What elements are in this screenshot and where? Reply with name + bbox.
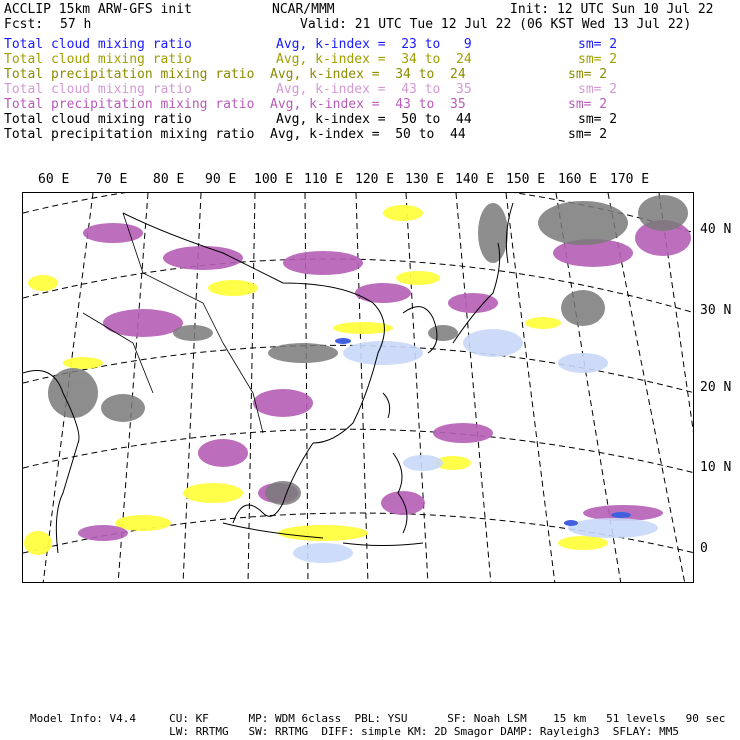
field-avg: Avg, k-index = 23 to 9	[276, 37, 472, 52]
field-sm: sm= 2	[568, 67, 608, 82]
field-avg: Avg, k-index = 50 to 44	[270, 127, 466, 142]
field-name: Total precipitation mixing ratio	[4, 97, 255, 112]
cloud-field-purple	[78, 220, 691, 541]
field-name: Total cloud mixing ratio	[4, 37, 192, 52]
org-label: NCAR/MMM	[272, 2, 335, 17]
field-avg: Avg, k-index = 43 to 35	[270, 97, 466, 112]
lon-label: 160 E	[558, 172, 598, 187]
field-name: Total cloud mixing ratio	[4, 52, 192, 67]
field-name: Total cloud mixing ratio	[4, 112, 192, 127]
field-avg: Avg, k-index = 43 to 35	[276, 82, 472, 97]
field-sm: sm= 2	[578, 82, 618, 97]
map-panel	[22, 192, 694, 583]
lon-label: 170 E	[610, 172, 650, 187]
field-sm: sm= 2	[568, 97, 608, 112]
lat-label: 0	[700, 541, 708, 556]
field-avg: Avg, k-index = 34 to 24	[276, 52, 472, 67]
forecast-map	[23, 193, 694, 583]
lon-label: 80 E	[153, 172, 185, 187]
lat-label: 40 N	[700, 222, 732, 237]
field-name: Total precipitation mixing ratio	[4, 127, 255, 142]
field-sm: sm= 2	[578, 52, 618, 67]
lon-label: 70 E	[96, 172, 128, 187]
field-name: Total precipitation mixing ratio	[4, 67, 255, 82]
lon-label: 60 E	[38, 172, 70, 187]
model-info-line1: Model Info: V4.4 CU: KF MP: WDM 6class PBL: YSU SF: Noah LSM 15 km 51 levels 90 sec	[30, 712, 726, 725]
field-sm: sm= 2	[578, 112, 618, 127]
field-avg: Avg, k-index = 50 to 44	[276, 112, 472, 127]
fcst-label: Fcst:	[4, 17, 44, 32]
model-title: ACCLIP 15km ARW-GFS init	[4, 2, 192, 17]
field-sm: sm= 2	[578, 37, 618, 52]
lon-label: 150 E	[506, 172, 546, 187]
model-info-line2: LW: RRTMG SW: RRTMG DIFF: simple KM: 2D Smagor DAMP: Rayleigh3 SFLAY: MM5	[30, 725, 680, 738]
lat-label: 10 N	[700, 460, 732, 475]
lon-label: 140 E	[455, 172, 495, 187]
lon-label: 130 E	[405, 172, 445, 187]
lon-label: 90 E	[205, 172, 237, 187]
lat-label: 30 N	[700, 303, 732, 318]
field-sm: sm= 2	[568, 127, 608, 142]
lon-label: 120 E	[355, 172, 395, 187]
valid-time: Valid: 21 UTC Tue 12 Jul 22 (06 KST Wed 13 Jul 22)	[300, 17, 692, 32]
lon-label: 110 E	[304, 172, 344, 187]
fcst-value: 57 h	[60, 17, 92, 32]
field-name: Total cloud mixing ratio	[4, 82, 192, 97]
init-time: Init: 12 UTC Sun 10 Jul 22	[510, 2, 714, 17]
lat-label: 20 N	[700, 380, 732, 395]
field-avg: Avg, k-index = 34 to 24	[270, 67, 466, 82]
lon-label: 100 E	[254, 172, 294, 187]
